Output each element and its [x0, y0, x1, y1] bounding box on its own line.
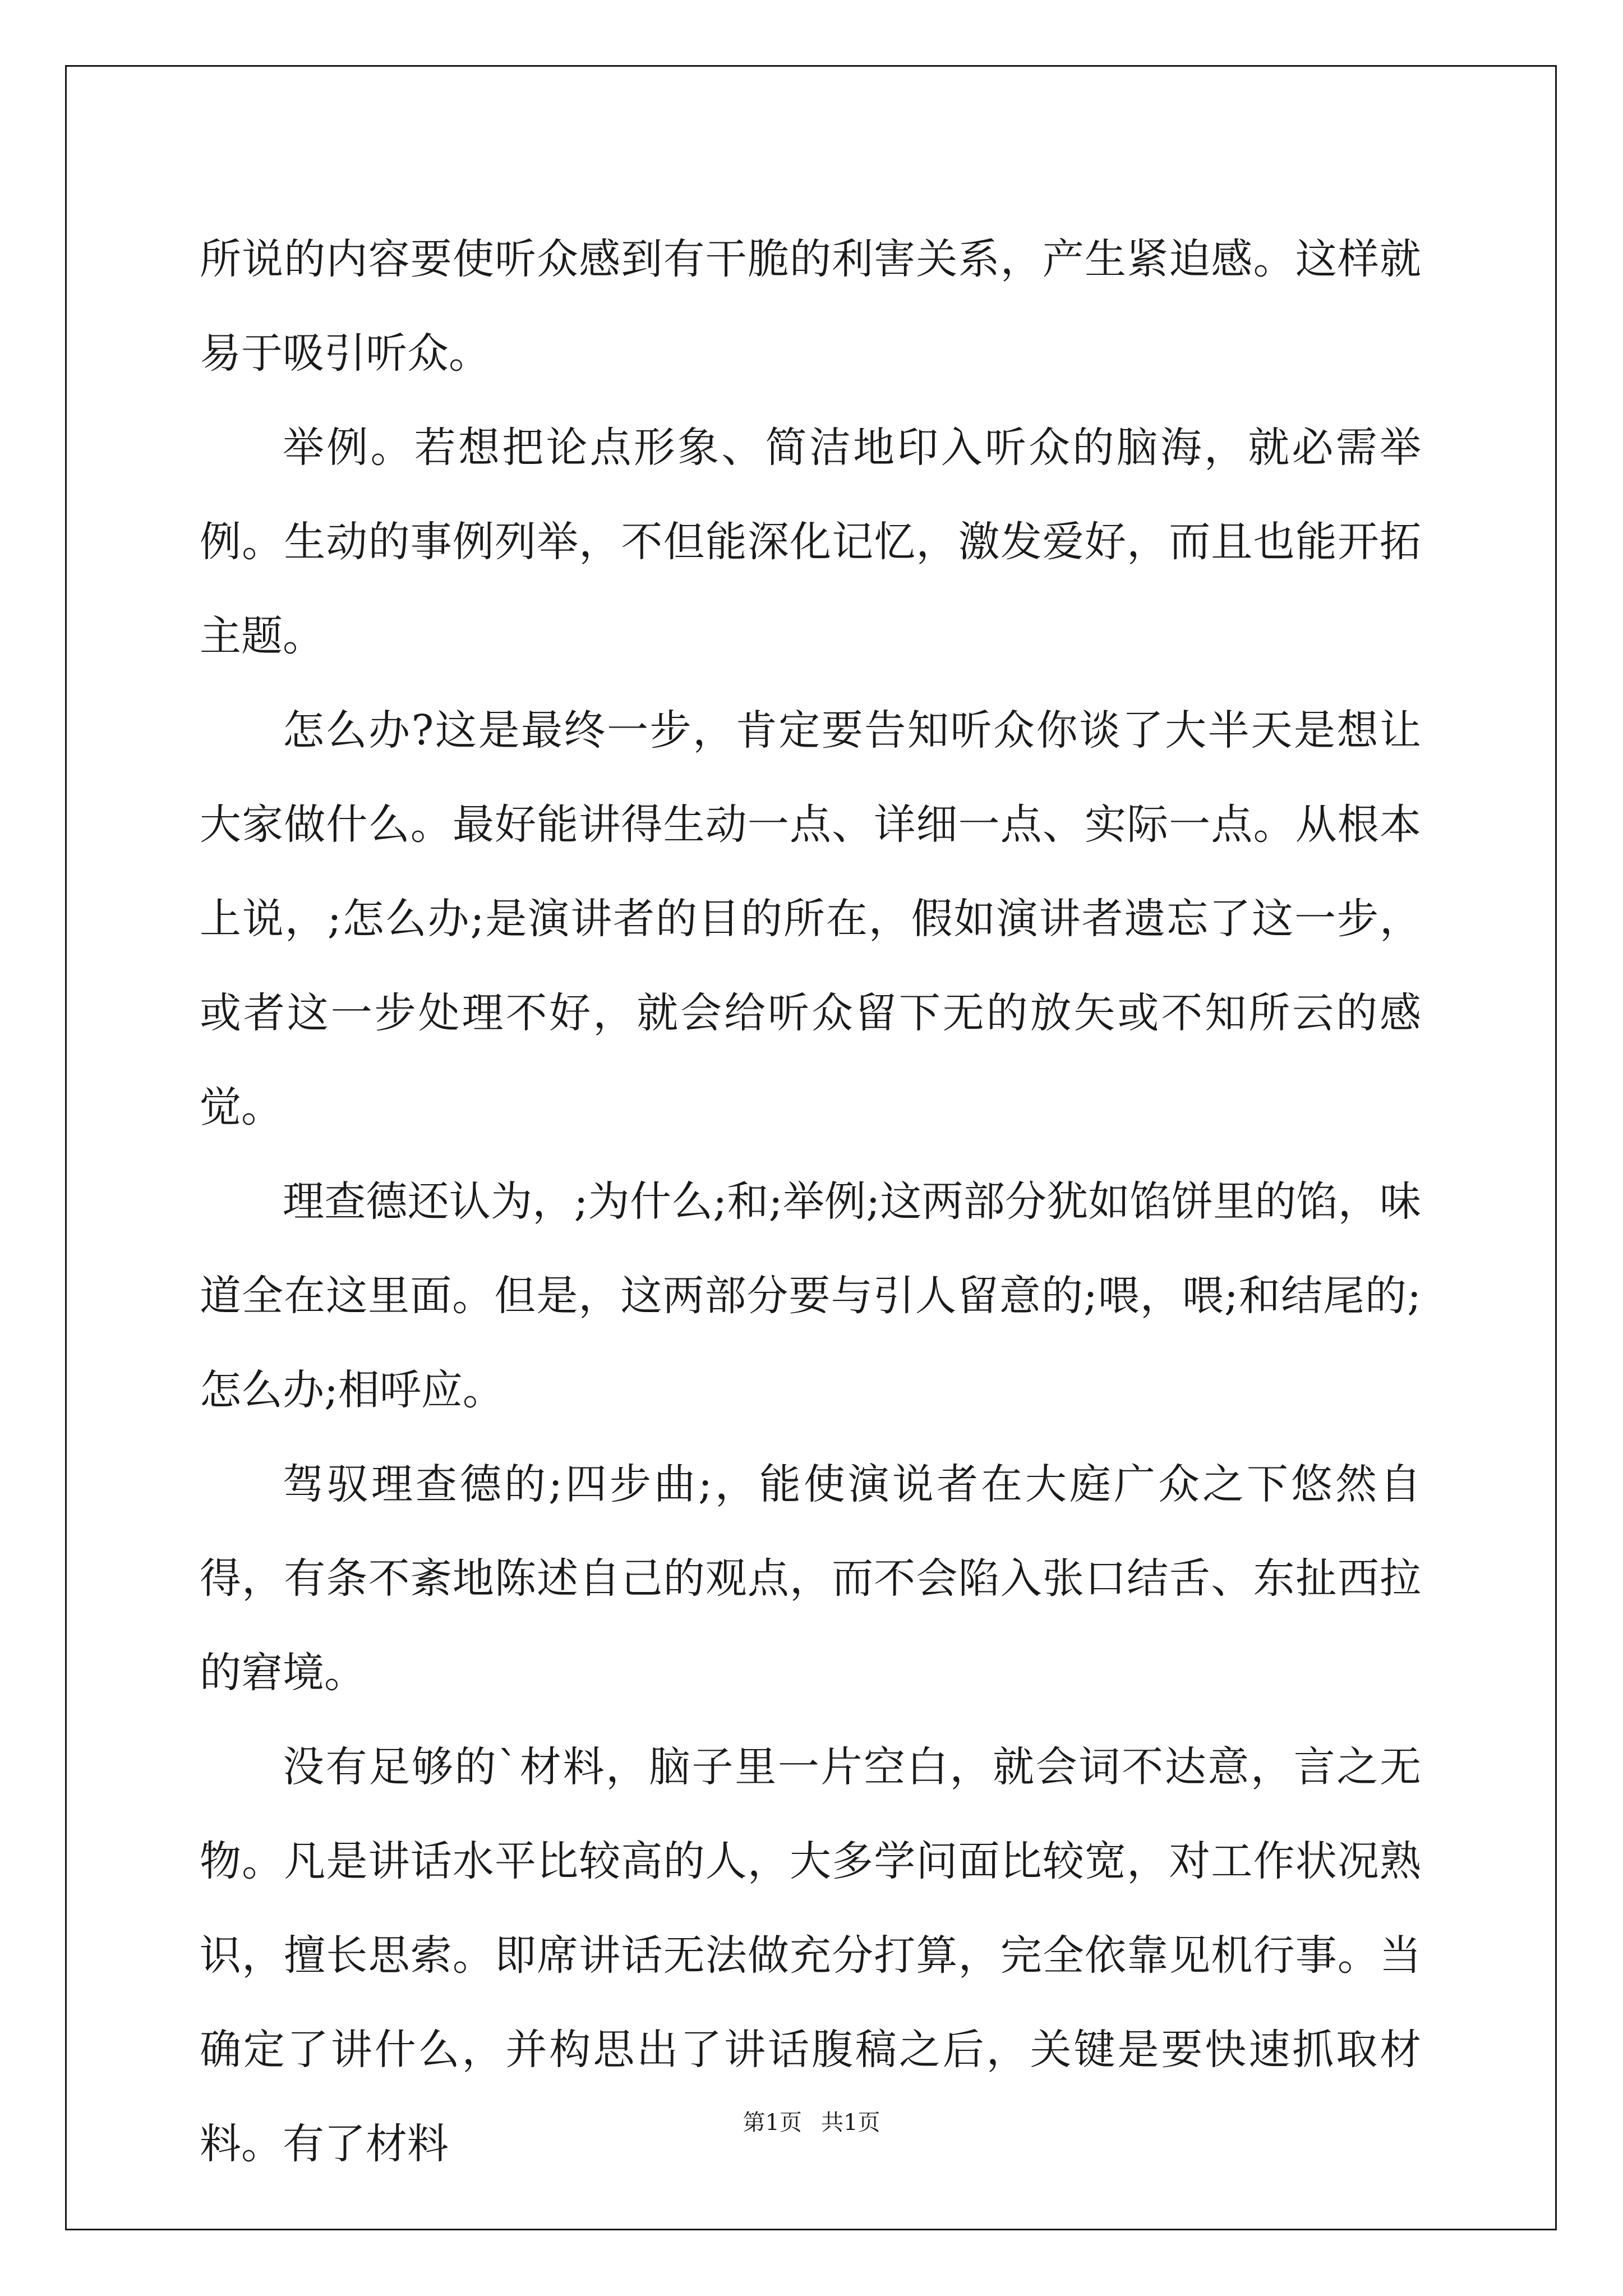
paragraph-5: 驾驭理查德的;四步曲;，能使演说者在大庭广众之下悠然自得，有条不紊地陈述自己的观点，而不会陷入张口结舌、东扯西拉的窘境。: [200, 1460, 1421, 1697]
paragraph-1: 所说的内容要使听众感到有干脆的利害关系，产生紧迫感。这样就易于吸引听众。: [200, 235, 1421, 378]
paragraph-2: 举例。若想把论点形象、简洁地印入听众的脑海，就必需举例。生动的事例列举，不但能深化记忆，激发爱好，而且也能开拓主题。: [200, 424, 1421, 660]
page-total: 共1页: [821, 2110, 880, 2136]
paragraph-4: 理查德还认为，;为什么;和;举例;这两部分犹如馅饼里的馅，味道全在这里面。但是，这两部分要与引人留意的;喂，喂;和结尾的;怎么办;相呼应。: [200, 1177, 1421, 1414]
page-number: 第1页: [743, 2110, 802, 2136]
paragraph-3: 怎么办?这是最终一步，肯定要告知听众你谈了大半天是想让大家做什么。最好能讲得生动一点、详细一点、实际一点。从根本上说，;怎么办;是演讲者的目的所在，假如演讲者遗忘了这一步，或者这一步处理不好，就会给听众留下无的放矢或不知所云的感觉。: [200, 706, 1421, 1131]
paragraph-6: 没有足够的`材料，脑子里一片空白，就会词不达意，言之无物。凡是讲话水平比较高的人，大多学问面比较宽，对工作状况熟识，擅长思索。即席讲话无法做充分打算，完全依靠见机行事。当确定了讲什么，并构思出了讲话腹稿之后，关键是要快速抓取材料。有了材料: [200, 1743, 1421, 2168]
page-footer: [0, 2109, 1623, 2136]
document-body: [200, 212, 1421, 2191]
